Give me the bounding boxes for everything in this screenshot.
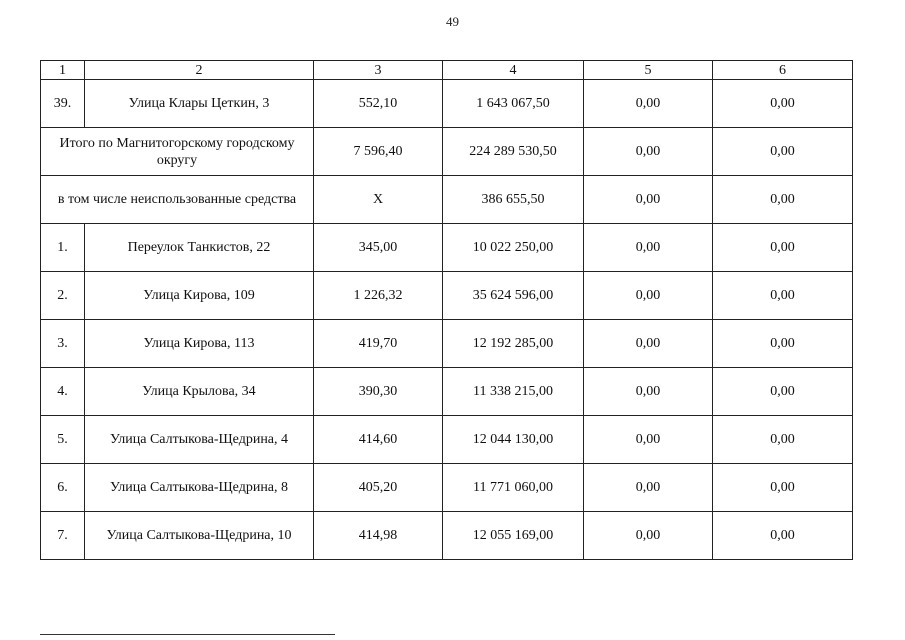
address-cell: Улица Салтыкова-Щедрина, 4: [85, 416, 314, 464]
value-cell: 552,10: [314, 80, 443, 128]
value-cell: 0,00: [584, 368, 713, 416]
value-cell: 11 338 215,00: [443, 368, 584, 416]
column-header: 6: [713, 61, 853, 80]
value-cell: 11 771 060,00: [443, 464, 584, 512]
value-cell: 0,00: [713, 176, 853, 224]
row-number: 4.: [41, 368, 85, 416]
value-cell: 12 055 169,00: [443, 512, 584, 560]
footnote-divider: [40, 634, 335, 635]
address-cell: Улица Кирова, 109: [85, 272, 314, 320]
table-header-row: [41, 61, 853, 80]
value-cell: 0,00: [584, 80, 713, 128]
value-cell: 414,98: [314, 512, 443, 560]
table-row: [41, 464, 853, 512]
table-row: [41, 512, 853, 560]
row-number: 3.: [41, 320, 85, 368]
value-cell: 390,30: [314, 368, 443, 416]
row-number: 1.: [41, 224, 85, 272]
value-cell: 12 044 130,00: [443, 416, 584, 464]
value-cell: 12 192 285,00: [443, 320, 584, 368]
value-cell: 0,00: [584, 512, 713, 560]
table-row: [41, 80, 853, 128]
row-number: 5.: [41, 416, 85, 464]
value-cell: 0,00: [584, 416, 713, 464]
value-cell: 0,00: [713, 272, 853, 320]
row-number: 6.: [41, 464, 85, 512]
unused-funds-row: [41, 176, 853, 224]
value-cell: 419,70: [314, 320, 443, 368]
address-cell: Улица Салтыкова-Щедрина, 8: [85, 464, 314, 512]
address-cell: Улица Клары Цеткин, 3: [85, 80, 314, 128]
value-cell: 405,20: [314, 464, 443, 512]
address-cell: Улица Крылова, 34: [85, 368, 314, 416]
value-cell: 0,00: [713, 416, 853, 464]
address-cell: Переулок Танкистов, 22: [85, 224, 314, 272]
value-cell: 0,00: [713, 128, 853, 176]
value-cell: 386 655,50: [443, 176, 584, 224]
column-header: 5: [584, 61, 713, 80]
value-cell: 0,00: [584, 320, 713, 368]
value-cell: 0,00: [584, 224, 713, 272]
row-number: 7.: [41, 512, 85, 560]
table-row: [41, 272, 853, 320]
value-cell: 414,60: [314, 416, 443, 464]
table-row: [41, 368, 853, 416]
value-cell: 0,00: [584, 464, 713, 512]
address-cell: Улица Салтыкова-Щедрина, 10: [85, 512, 314, 560]
unused-funds-label: в том числе неиспользованные средства: [41, 176, 314, 224]
column-header: 4: [443, 61, 584, 80]
table-row: [41, 320, 853, 368]
address-cell: Улица Кирова, 113: [85, 320, 314, 368]
value-cell: 0,00: [584, 176, 713, 224]
value-cell: 0,00: [713, 80, 853, 128]
page-number: 49: [446, 14, 459, 29]
value-cell: 0,00: [713, 368, 853, 416]
value-cell: 35 624 596,00: [443, 272, 584, 320]
column-header: 2: [85, 61, 314, 80]
value-cell: 0,00: [713, 464, 853, 512]
data-table: [40, 60, 853, 560]
table-row: [41, 416, 853, 464]
value-cell: 1 643 067,50: [443, 80, 584, 128]
row-number: 39.: [41, 80, 85, 128]
value-cell: 1 226,32: [314, 272, 443, 320]
value-cell: 10 022 250,00: [443, 224, 584, 272]
table-row: [41, 224, 853, 272]
total-row: [41, 128, 853, 176]
value-cell: Х: [314, 176, 443, 224]
column-header: 3: [314, 61, 443, 80]
value-cell: 0,00: [584, 128, 713, 176]
value-cell: 345,00: [314, 224, 443, 272]
value-cell: 7 596,40: [314, 128, 443, 176]
value-cell: 0,00: [713, 512, 853, 560]
total-label: Итого по Магнитогорскому городскому округу: [41, 128, 314, 176]
value-cell: 0,00: [713, 320, 853, 368]
row-number: 2.: [41, 272, 85, 320]
column-header: 1: [41, 61, 85, 80]
value-cell: 224 289 530,50: [443, 128, 584, 176]
value-cell: 0,00: [584, 272, 713, 320]
value-cell: 0,00: [713, 224, 853, 272]
